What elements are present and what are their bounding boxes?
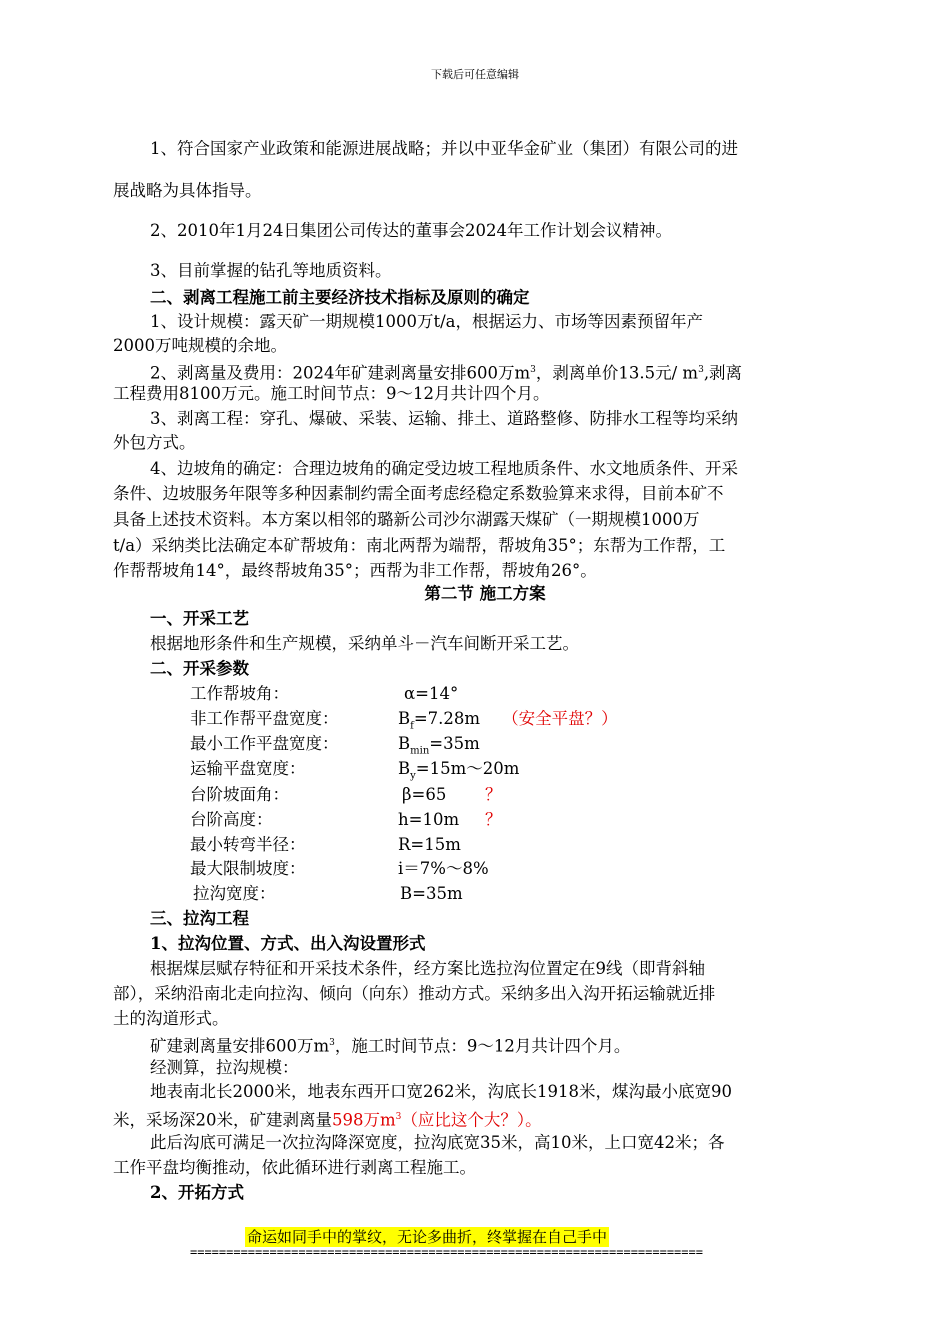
para-4c: 具备上述技术资料。本方案以相邻的璐新公司沙尔湖露天煤矿（一期规模1000万 [113,510,700,529]
trench-text-1b: 部），采纳沿南北走向拉沟、倾向（向东）推动方式。采纳多出入沟开拓运输就近排 [113,984,716,1003]
param-label: 拉沟宽度： [193,884,276,903]
intro-line-1b: 展战略为具体指导。 [113,181,262,200]
param-value: $B_f=7.28m$ （安全平盘？） [398,709,618,732]
trench-text-5a: 此后沟底可满足一次拉沟降深宽度，拉沟底宽35米，高10米，上口宽42米；各 [150,1133,725,1152]
heading-development: 2、开拓方式 [150,1183,244,1202]
param-label: 台阶坡面角： [190,785,289,804]
param-value: R=15m [398,835,461,854]
param-value: B=35m [400,884,463,903]
param-label: 非工作帮平盘宽度： [190,709,339,728]
heading-trench-1: 1、拉沟位置、方式、出入沟设置形式 [150,934,426,953]
para-3a: 3、剥离工程：穿孔、爆破、采装、运输、排土、道路整修、防排水工程等均采纳 [150,409,738,428]
intro-line-2: 2、2010年1月24日集团公司传达的董事会2024年工作计划会议精神。 [150,221,672,240]
param-label: 工作帮坡角： [190,684,289,703]
mining-process-text: 根据地形条件和生产规模，采纳单斗－汽车间断开采工艺。 [150,634,579,653]
footer-rule: ======================================================================= [190,1245,703,1259]
param-value: α=14° [404,684,459,703]
heading-mining-process: 一、开采工艺 [150,609,249,628]
para-4d: t/a）采纳类比法确定本矿帮坡角：南北两帮为端帮，帮坡角35°；东帮为工作帮，工 [113,536,726,555]
param-value: i＝7%～8% [398,859,489,878]
param-note: （安全平盘？） [502,709,618,728]
para-3b: 外包方式。 [113,433,196,452]
param-label: 最小转弯半径： [190,835,306,854]
heading-mining-params: 二、开采参数 [150,659,249,678]
trench-text-2: 矿建剥离量安排600万$m^3$，施工时间节点：9～12月共计四个月。 [150,1036,631,1056]
section-heading-2: 二、剥离工程施工前主要经济技术指标及原则的确定 [150,288,530,307]
para-4e: 作帮帮坡角14°，最终帮坡角35°；西帮为非工作帮，帮坡角26°。 [113,561,597,580]
param-value: $B_{min}=35m$ [398,734,480,757]
section-title: 第二节 施工方案 [424,584,546,603]
trench-text-5b: 工作平盘均衡推动，依此循环进行剥离工程施工。 [113,1158,476,1177]
para-1b: 2000万吨规模的余地。 [113,336,287,355]
param-label: 最大限制坡度： [190,859,306,878]
heading-trench: 三、拉沟工程 [150,909,249,928]
para-1a: 1、设计规模：露天矿一期规模1000万t/a，根据运力、市场等因素预留年产 [150,312,704,331]
trench-text-1c: 土的沟道形式。 [113,1009,229,1028]
intro-line-3: 3、目前掌握的钻孔等地质资料。 [150,261,392,280]
param-label: 台阶高度： [190,810,273,829]
param-note: ？ [485,810,502,829]
para-2a: 2、剥离量及费用：2024年矿建剥离量安排600万$m^3$，剥离单价13.5元/ $m^3$,剥离 [150,363,743,383]
param-label: 最小工作平盘宽度： [190,734,339,753]
intro-line-1a: 1、符合国家产业政策和能源进展战略；并以中亚华金矿业（集团）有限公司的进 [150,139,738,158]
para-2b: 工程费用8100万元。施工时间节点：9～12月共计四个月。 [113,384,550,403]
trench-text-4b: 米，采场深20米，矿建剥离量598万$m^3$（应比这个大？）。 [113,1110,542,1130]
trench-text-1a: 根据煤层赋存特征和开采技术条件，经方案比选拉沟位置定在9线（即背斜轴 [150,959,705,978]
footer-motto: 命运如同手中的掌纹，无论多曲折，终掌握在自己手中 [247,1228,608,1246]
trench-text-3: 经测算，拉沟规模： [150,1058,299,1077]
param-value: $B_y=15m\sim 20m$ [398,759,520,782]
page-header: 下载后可任意编辑 [431,68,519,81]
para-4a: 4、边坡角的确定：合理边坡角的确定受边坡工程地质条件、水文地质条件、开采 [150,459,738,478]
param-label: 运输平盘宽度： [190,759,306,778]
param-value: β=65 [402,785,447,804]
trench-text-4a: 地表南北长2000米，地表东西开口宽262米，沟底长1918米，煤沟最小底宽90 [150,1082,732,1101]
param-value: h=10m [398,810,460,829]
para-4b: 条件、边坡服务年限等多种因素制约需全面考虑经稳定系数验算来求得，目前本矿不 [113,484,724,503]
param-note: ？ [485,785,502,804]
